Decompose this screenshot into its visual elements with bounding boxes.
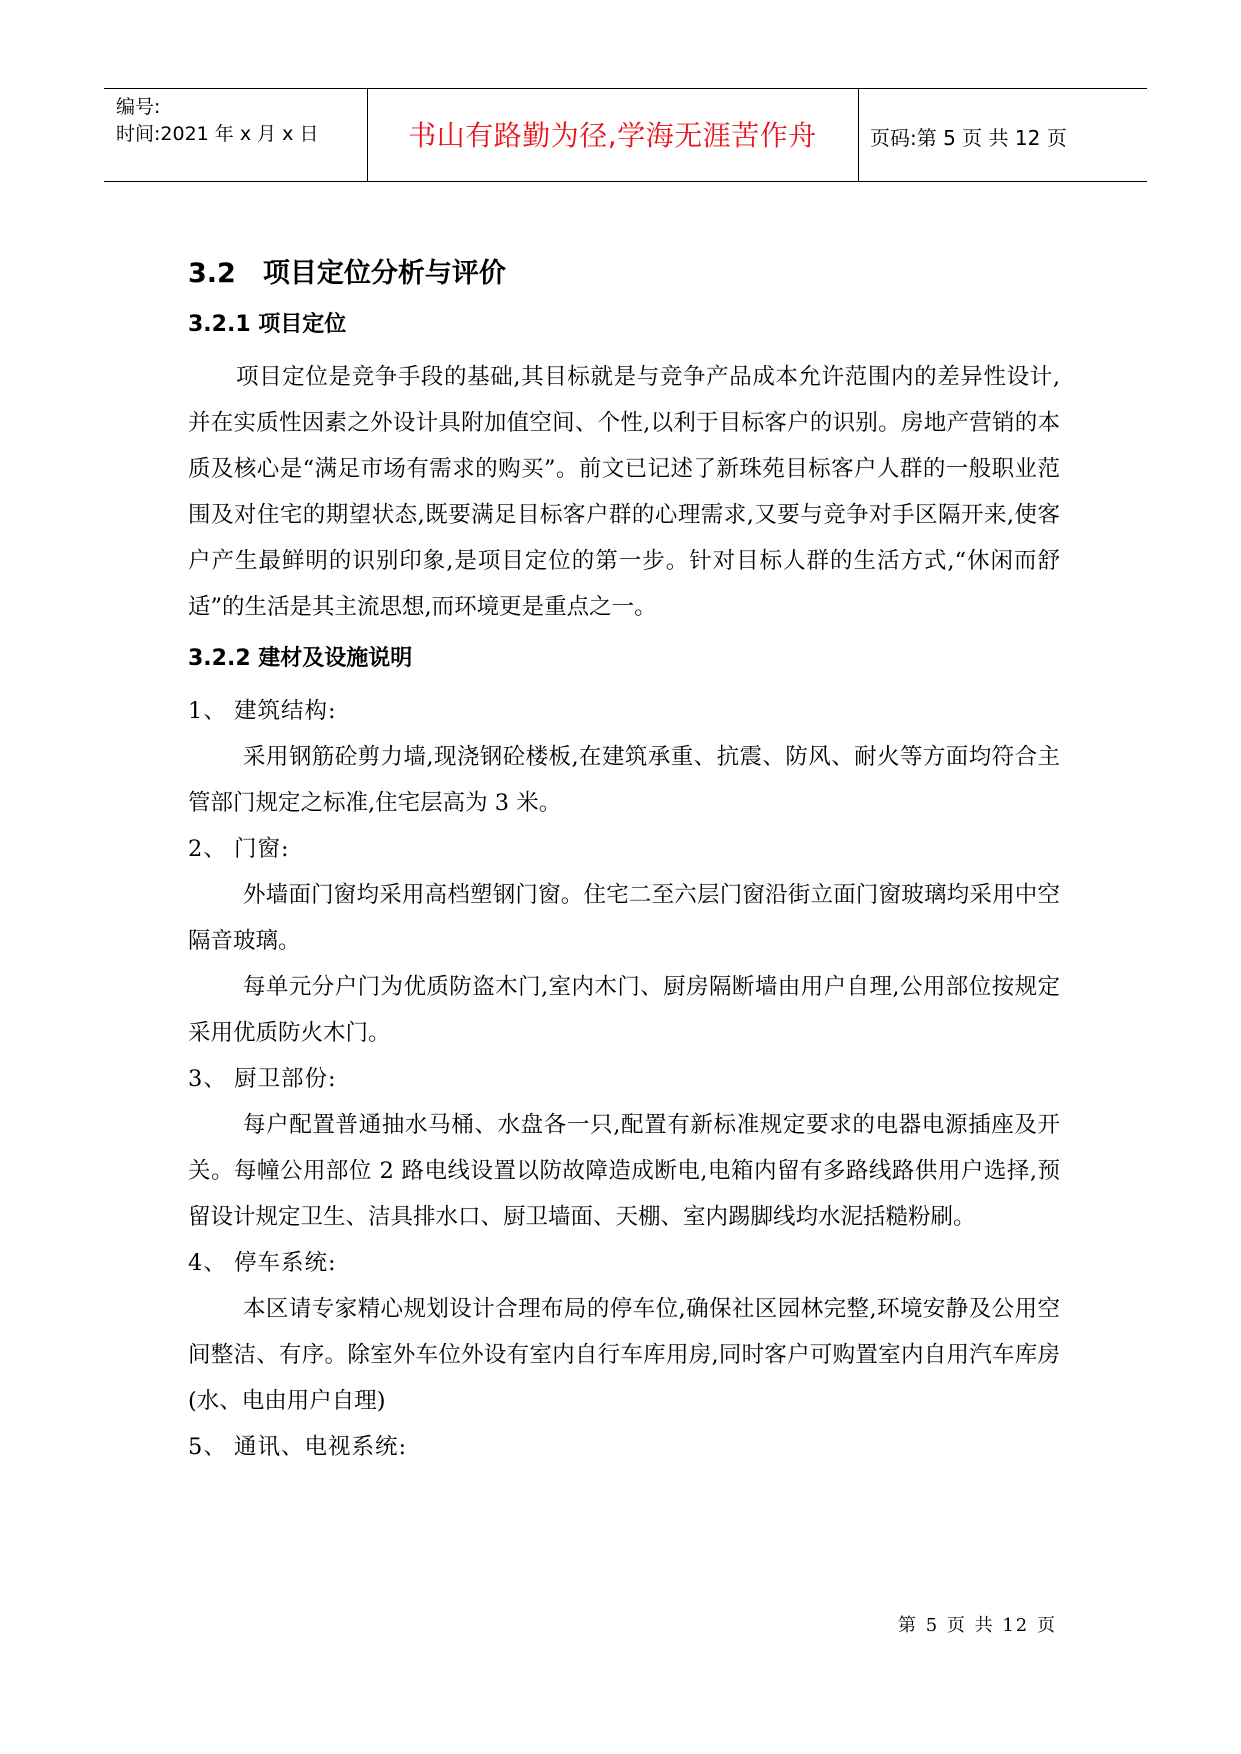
list-item-number: 1、 xyxy=(188,698,227,724)
header-page-label: 页码:第 5 页 共 12 页 xyxy=(870,126,1067,150)
page-footer: 第 5 页 共 12 页 xyxy=(898,1615,1057,1636)
header-number-label: 编号: xyxy=(116,96,161,118)
header-top-rule xyxy=(104,88,1147,89)
list-item-heading xyxy=(188,1056,1060,1102)
list-item-label: 通讯、电视系统: xyxy=(234,1434,408,1460)
list-item-label: 门窗: xyxy=(234,836,290,862)
list-item-number: 3、 xyxy=(188,1066,227,1092)
section-title: 3.2 项目定位分析与评价 xyxy=(188,258,506,289)
list-item-number: 4、 xyxy=(188,1250,227,1276)
list-item-paragraph: 外墙面门窗均采用高档塑钢门窗。住宅二至六层门窗沿街立面门窗玻璃均采用中空隔音玻璃。 xyxy=(188,882,1060,954)
list-item-heading xyxy=(188,1240,1060,1286)
list-item-label: 停车系统: xyxy=(234,1250,337,1276)
list-item-heading xyxy=(188,688,1060,734)
header-bottom-rule xyxy=(104,181,1147,182)
list-item-paragraph: 本区请专家精心规划设计合理布局的停车位,确保社区园林完整,环境安静及公用空间整洁、有序。除室外车位外设有室内自行车库用房,同时客户可购置室内自用汽车库房(水、电由用户自理) xyxy=(188,1296,1060,1414)
list-item-number: 5、 xyxy=(188,1434,227,1460)
header-divider-right xyxy=(858,88,859,181)
subsection-title-materials: 3.2.2 建材及设施说明 xyxy=(188,646,413,671)
list-item-paragraph: 每单元分户门为优质防盗木门,室内木门、厨房隔断墙由用户自理,公用部位按规定采用优质防火木门。 xyxy=(188,974,1060,1046)
list-item-heading xyxy=(188,1424,1060,1470)
list-item-label: 建筑结构: xyxy=(234,698,337,724)
list-item-label: 厨卫部份: xyxy=(234,1066,337,1092)
list-item-heading xyxy=(188,826,1060,872)
subsection-title-positioning: 3.2.1 项目定位 xyxy=(188,312,347,337)
header-meta xyxy=(116,94,318,148)
positioning-paragraph: 项目定位是竞争手段的基础,其目标就是与竞争产品成本允许范围内的差异性设计,并在实质性因素之外设计具附加值空间、个性,以利于目标客户的识别。房地产营销的本质及核心是“满足市场有需求的购买”。前文已记述了新珠苑目标客户人群的一般职业范围及对住宅的期望状态,既要满足目标客户群的心理需求,又要与竞争对手区隔开来,使客户产生最鲜明的识别印象,是项目定位的第一步。针对目标人群的生活方式,“休闲而舒适”的生活是其主流思想,而环境更是重点之一。 xyxy=(188,364,1060,620)
list-item-paragraph: 每户配置普通抽水马桶、水盘各一只,配置有新标准规定要求的电器电源插座及开关。每幢公用部位 2 路电线设置以防故障造成断电,电箱内留有多路线路供用户选择,预留设计规定卫生、洁具排水口、厨卫墙面、天棚、室内踢脚线均水泥括糙粉刷。 xyxy=(188,1112,1060,1230)
list-item-paragraph: 采用钢筋砼剪力墙,现浇钢砼楼板,在建筑承重、抗震、防风、耐火等方面均符合主管部门规定之标准,住宅层高为 3 米。 xyxy=(188,744,1060,816)
list-item-number: 2、 xyxy=(188,836,227,862)
document-body xyxy=(188,254,1060,1470)
header-time-label: 时间:2021 年 x 月 x 日 xyxy=(116,123,319,145)
header-motto: 书山有路勤为径,学海无涯苦作舟 xyxy=(408,119,817,152)
